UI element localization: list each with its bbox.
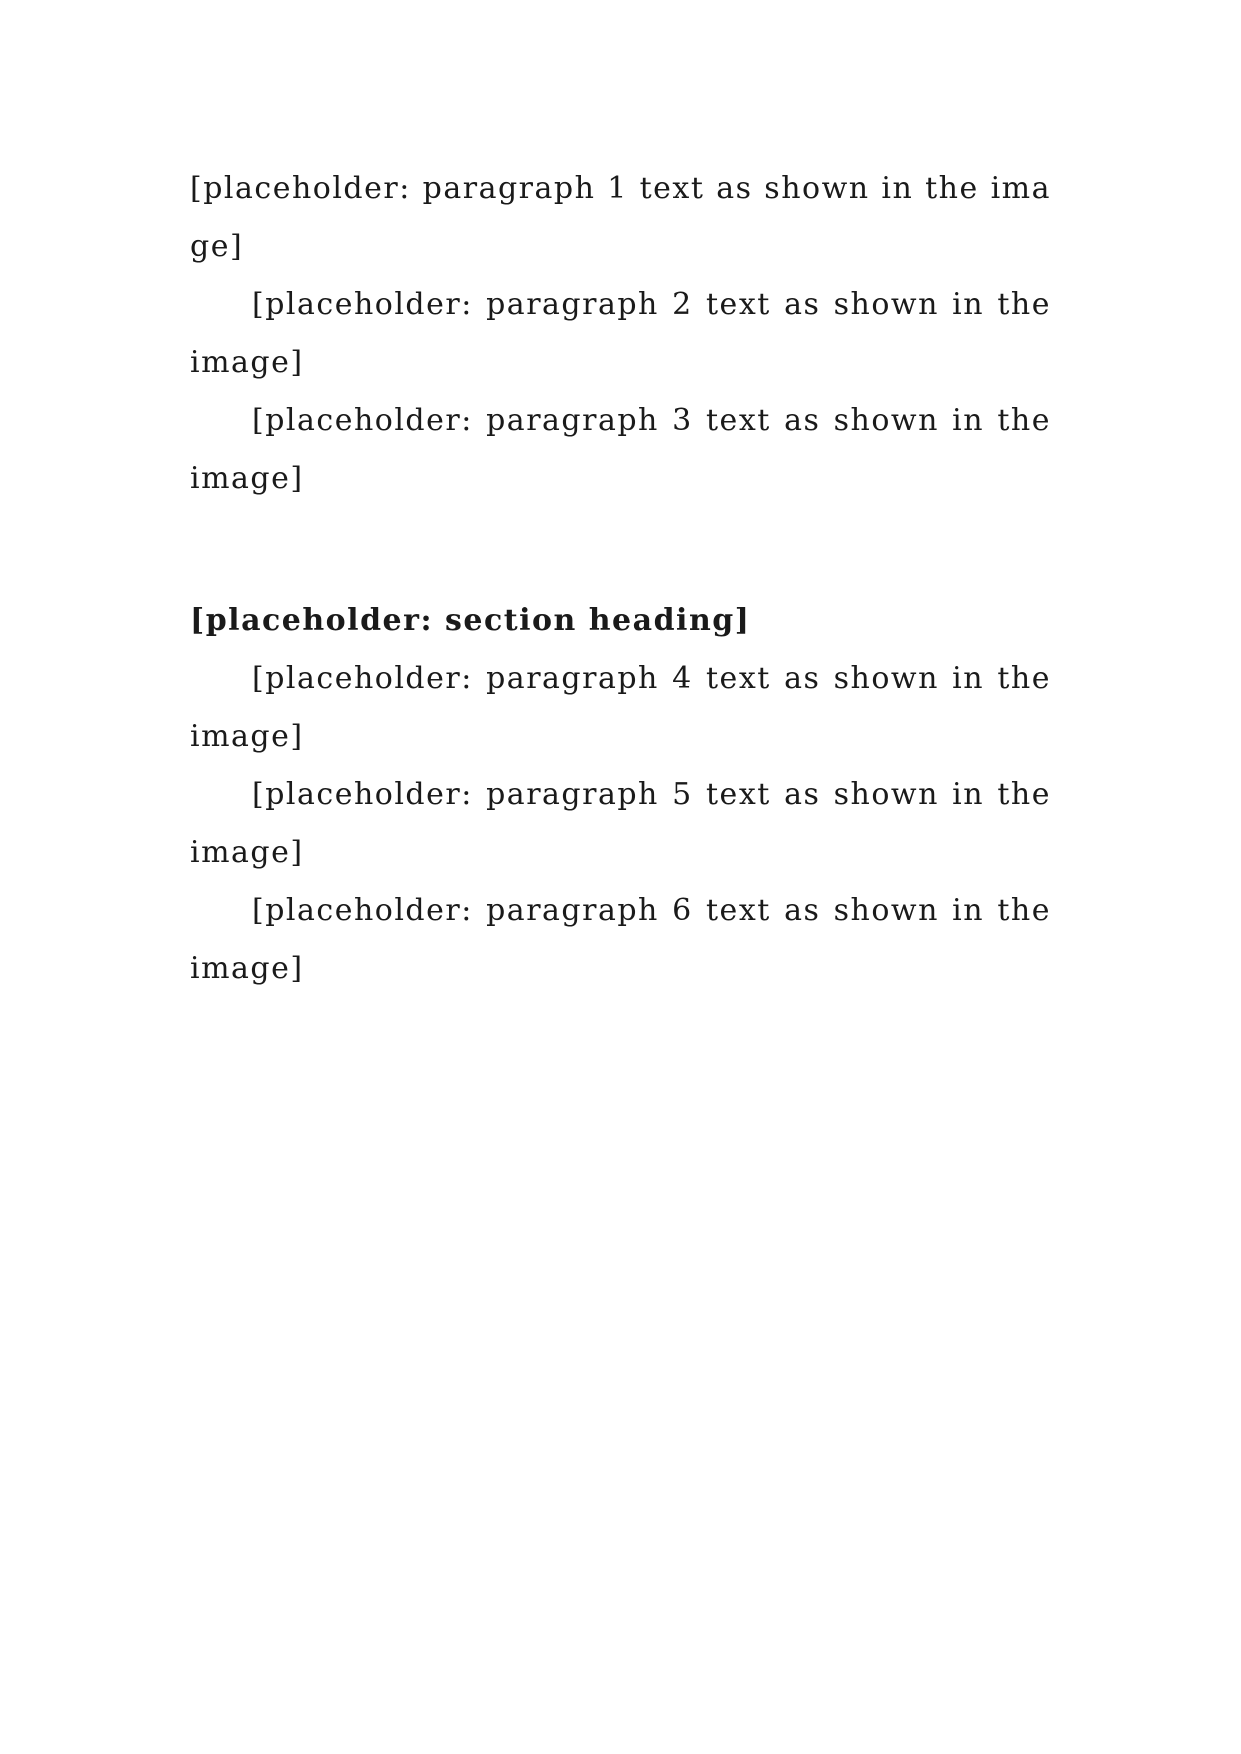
paragraph: [placeholder: paragraph 4 text as shown in the image] (190, 661, 1051, 754)
paragraph: [placeholder: paragraph 1 text as shown in the image] (190, 171, 1051, 264)
paragraph: [placeholder: paragraph 5 text as shown in the image] (190, 777, 1051, 870)
paragraph: [placeholder: paragraph 6 text as shown in the image] (190, 893, 1051, 986)
section-title: [placeholder: section heading] (190, 603, 751, 638)
bottom-body (190, 650, 1051, 998)
top-body (190, 160, 1051, 508)
paragraph: [placeholder: paragraph 2 text as shown in the image] (190, 287, 1051, 380)
paragraph: [placeholder: paragraph 3 text as shown in the image] (190, 403, 1051, 496)
